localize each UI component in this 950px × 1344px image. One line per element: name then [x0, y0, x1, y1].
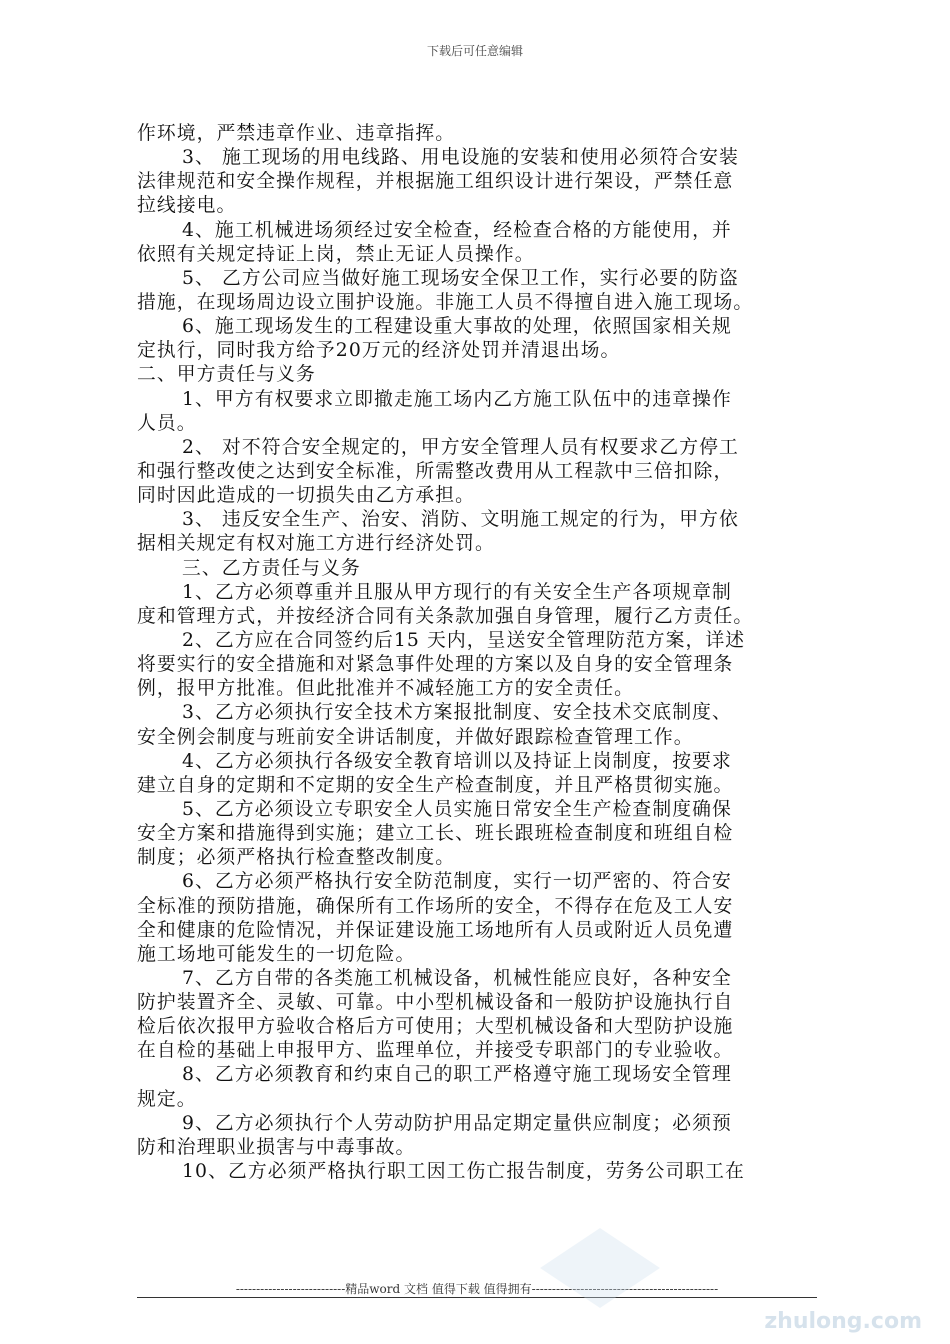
text-line: 3、 违反安全生产、治安、消防、文明施工规定的行为，甲方依	[182, 509, 739, 531]
text-line: 2、 对不符合安全规定的，甲方安全管理人员有权要求乙方停工	[182, 436, 739, 458]
text-line: 拉线接电。	[137, 195, 237, 217]
text-line: 和强行整改使之达到安全标准，所需整改费用从工程款中三倍扣除，	[137, 460, 734, 482]
text-line: 建立自身的定期和不定期的安全生产检查制度，并且严格贯彻实施。	[137, 774, 734, 796]
text-line: 将要实行的安全措施和对紧急事件处理的方案以及自身的安全管理条	[137, 654, 734, 676]
text-line: 防和治理职业损害与中毒事故。	[137, 1136, 416, 1158]
text-line: 3、乙方必须执行安全技术方案报批制度、安全技术交底制度、	[182, 702, 732, 724]
text-line: 施工场地可能发生的一切危险。	[137, 943, 416, 965]
text-line: 例，报甲方批准。但此批准并不减轻施工方的安全责任。	[137, 678, 635, 700]
text-line: 5、 乙方公司应当做好施工现场安全保卫工作，实行必要的防盗	[182, 267, 739, 289]
text-line: 法律规范和安全操作规程，并根据施工组织设计进行架设，严禁任意	[137, 171, 734, 193]
text-line: 制度；必须严格执行检查整改制度。	[137, 847, 456, 869]
text-line: 3、 施工现场的用电线路、用电设施的安装和使用必须符合安装	[182, 147, 739, 169]
text-line: 8、乙方必须教育和约束自己的职工严格遵守施工现场安全管理	[182, 1064, 732, 1086]
text-line: 规定。	[137, 1088, 197, 1110]
text-line: 4、施工机械进场须经过安全检查，经检查合格的方能使用，并	[182, 219, 732, 241]
text-line: 防护装置齐全、灵敏、可靠。中小型机械设备和一般防护设施执行自	[137, 992, 734, 1014]
text-line: 依照有关规定持证上岗，禁止无证人员操作。	[137, 243, 535, 265]
text-line: 度和管理方式，并按经济合同有关条款加强自身管理，履行乙方责任。	[137, 605, 754, 627]
text-line: 安全方案和措施得到实施；建立工长、班长跟班检查制度和班组自检	[137, 823, 734, 845]
text-line: 在自检的基础上申报甲方、监理单位，并接受专职部门的专业验收。	[137, 1040, 734, 1062]
document-body	[137, 122, 817, 1184]
text-line: 安全例会制度与班前安全讲话制度，并做好跟踪检查管理工作。	[137, 726, 694, 748]
text-line: 三、乙方责任与义务	[182, 557, 361, 579]
text-line: 人员。	[137, 412, 197, 434]
footer-rule	[137, 1297, 817, 1298]
text-line: 全标准的预防措施，确保所有工作场所的安全，不得存在危及工人安	[137, 895, 734, 917]
text-line: 6、乙方必须严格执行安全防范制度，实行一切严密的、符合安	[182, 871, 732, 893]
watermark-logo-icon	[540, 1228, 660, 1308]
text-line: 6、施工现场发生的工程建设重大事故的处理，依照国家相关规	[182, 316, 732, 338]
text-line: 7、乙方自带的各类施工机械设备，机械性能应良好，各种安全	[182, 967, 732, 989]
text-line: 同时因此造成的一切损失由乙方承担。	[137, 485, 475, 507]
text-line: 定执行，同时我方给予20万元的经济处罚并清退出场。	[137, 340, 621, 362]
watermark-text: zhulong.com	[764, 1309, 922, 1334]
text-line: 二、甲方责任与义务	[137, 364, 316, 386]
text-line: 1、甲方有权要求立即撤走施工场内乙方施工队伍中的违章操作	[182, 388, 732, 410]
text-line: 1、乙方必须尊重并且服从甲方现行的有关安全生产各项规章制	[182, 581, 732, 603]
header-note: 下载后可任意编辑	[426, 44, 523, 58]
text-line: 5、乙方必须设立专职安全人员实施日常安全生产检查制度确保	[182, 798, 732, 820]
text-line: 全和健康的危险情况，并保证建设施工场地所有人员或附近人员免遭	[137, 919, 734, 941]
text-line: 检后依次报甲方验收合格后方可使用；大型机械设备和大型防护设施	[137, 1016, 734, 1038]
text-line: 措施，在现场周边设立围护设施。非施工人员不得擅自进入施工现场。	[137, 291, 754, 313]
text-line: 2、乙方应在合同签约后15 天内，呈送安全管理防范方案，详述	[182, 629, 746, 651]
text-line: 10、乙方必须严格执行职工因工伤亡报告制度，劳务公司职工在	[182, 1161, 745, 1183]
text-line: 作环境，严禁违章作业、违章指挥。	[137, 123, 456, 144]
footer-text: ---------------------------精品word 文档 值得下载 值得拥有----------------------------------------------	[235, 1282, 719, 1296]
text-line: 据相关规定有权对施工方进行经济处罚。	[137, 533, 495, 555]
text-line: 9、乙方必须执行个人劳动防护用品定期定量供应制度；必须预	[182, 1112, 732, 1134]
text-line: 4、乙方必须执行各级安全教育培训以及持证上岗制度，按要求	[182, 750, 732, 772]
